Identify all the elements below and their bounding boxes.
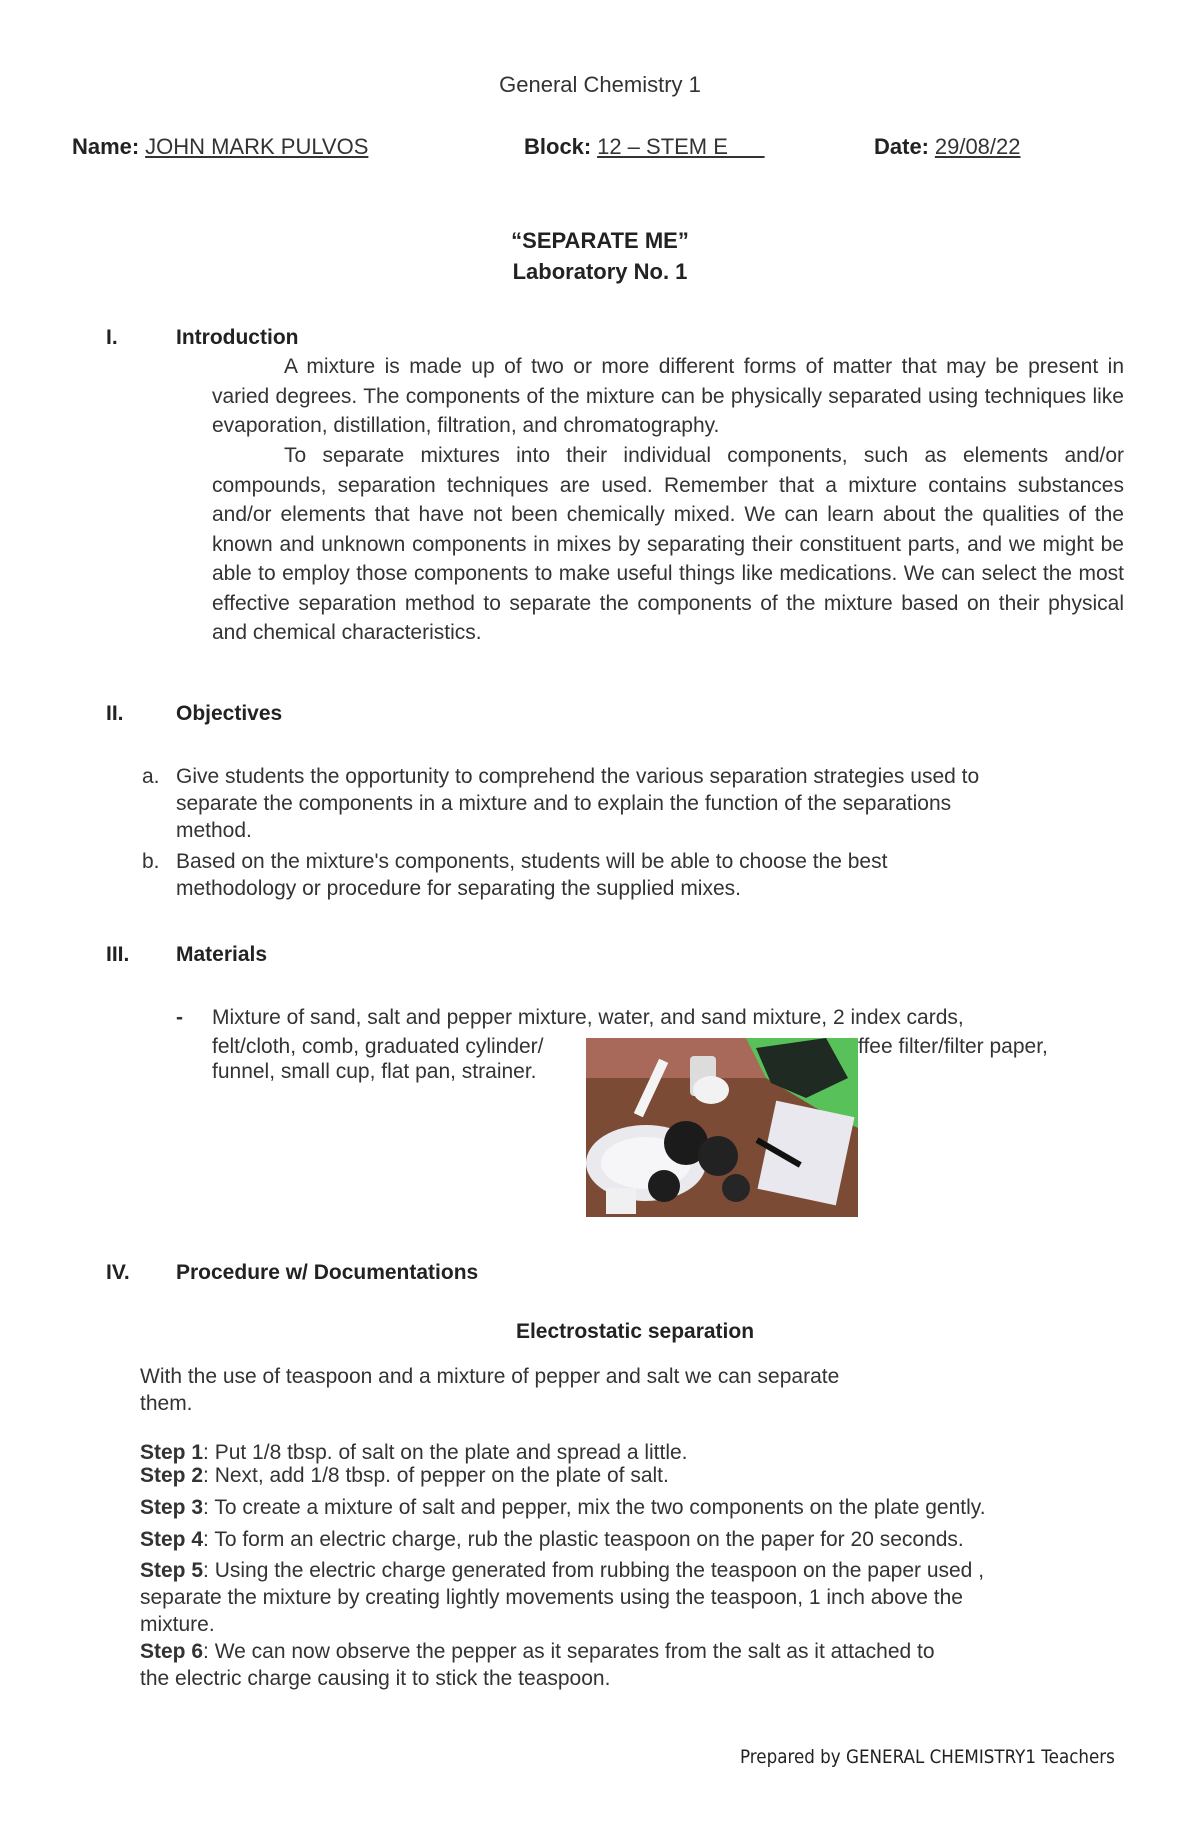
objective-line: Give students the opportunity to comprehend the various separation strategies used to [176, 765, 980, 788]
intro-paragraph-1: A mixture is made up of two or more different forms of matter that may be present in varied degrees. The components of the mixture can be physically separated using techniques like evaporation, distillation, filtration, and chromatography. [212, 355, 1124, 437]
procedure-intro-line: them. [140, 1392, 193, 1415]
materials-marker: - [176, 1006, 183, 1029]
block-label: Block: [524, 134, 592, 159]
footer-prepared-by: Prepared by GENERAL CHEMISTRY1 Teachers [740, 1746, 1115, 1768]
step-1 [140, 1441, 688, 1465]
section-title-objectives: Objectives [176, 702, 283, 725]
step-5 [140, 1559, 984, 1583]
materials-photo [586, 1038, 858, 1217]
course-title: General Chemistry 1 [499, 72, 701, 97]
step-text: : We can now observe the pepper as it separates from the salt as it attached to [203, 1640, 935, 1663]
step-label: Step 1 [140, 1441, 204, 1464]
step-text: : To create a mixture of salt and pepper, mix the two components on the plate gently. [203, 1496, 986, 1519]
objective-line: Based on the mixture's components, students will be able to choose the best [176, 850, 888, 873]
lab-number: Laboratory No. 1 [512, 259, 688, 284]
date-value: 29/08/22 [934, 134, 1021, 159]
materials-line: Mixture of sand, salt and pepper mixture, water, and sand mixture, 2 index cards, [212, 1006, 964, 1029]
procedure-subtitle: Electrostatic separation [515, 1320, 755, 1343]
step-text: : Next, add 1/8 tbsp. of pepper on the plate of salt. [203, 1464, 669, 1487]
objective-line: separate the components in a mixture and to explain the function of the separations [176, 792, 952, 815]
section-title-intro: Introduction [176, 326, 299, 349]
step-text: : Using the electric charge generated from rubbing the teaspoon on the paper used , [203, 1559, 985, 1582]
materials-line: ffee filter/filter paper, [858, 1035, 1048, 1058]
objective-line: method. [176, 819, 252, 842]
step-text: : To form an electric charge, rub the plastic teaspoon on the paper for 20 seconds. [203, 1528, 964, 1551]
step-label: Step 3 [140, 1496, 204, 1519]
materials-line: felt/cloth, comb, graduated cylinder/ [212, 1035, 544, 1058]
step-text: : Put 1/8 tbsp. of salt on the plate and spread a little. [203, 1441, 688, 1464]
block-value: 12 – STEM E [597, 134, 765, 159]
step-4 [140, 1528, 964, 1552]
step-2 [140, 1464, 669, 1488]
materials-line: funnel, small cup, flat pan, strainer. [212, 1060, 537, 1083]
name-field [72, 134, 368, 160]
objective-marker: b. [142, 850, 160, 873]
section-number-materials: III. [106, 943, 130, 966]
step-label: Step 2 [140, 1464, 204, 1487]
section-number-intro: I. [106, 326, 118, 349]
section-number-objectives: II. [106, 702, 124, 725]
step-6 [140, 1640, 935, 1664]
procedure-intro-line: With the use of teaspoon and a mixture of pepper and salt we can separate [140, 1365, 840, 1388]
step-6-continued: the electric charge causing it to stick the teaspoon. [140, 1667, 611, 1690]
name-value: JOHN MARK PULVOS [145, 134, 369, 159]
block-field [524, 134, 765, 160]
section-title-procedure: Procedure w/ Documentations [176, 1261, 479, 1284]
date-field [874, 134, 1021, 160]
step-label: Step 5 [140, 1559, 204, 1582]
step-3 [140, 1496, 986, 1520]
step-label: Step 4 [140, 1528, 204, 1551]
name-label: Name: [72, 134, 140, 159]
step-5-continued: mixture. [140, 1613, 215, 1636]
section-number-procedure: IV. [106, 1261, 130, 1284]
date-label: Date: [874, 134, 930, 159]
objective-line: methodology or procedure for separating the supplied mixes. [176, 877, 741, 900]
materials-photo-illustration [586, 1038, 858, 1217]
step-label: Step 6 [140, 1640, 204, 1663]
section-title-materials: Materials [176, 943, 268, 966]
lab-title: “SEPARATE ME” [511, 228, 689, 253]
objective-marker: a. [142, 765, 160, 788]
step-5-continued: separate the mixture by creating lightly movements using the teaspoon, 1 inch above the [140, 1586, 963, 1609]
intro-paragraph-2: To separate mixtures into their individual components, such as elements and/or compounds, separation techniques are used. Remember that a mixture contains substances and/or elements that have not been chemically mixed. We can learn about the qualities of the known and unknown components in mixes by separating their constituent parts, and we might be able to employ those components to make useful things like medications. We can select the most effective separation method to separate the components of the mixture based on their physical and chemical characteristics. [212, 444, 1124, 644]
